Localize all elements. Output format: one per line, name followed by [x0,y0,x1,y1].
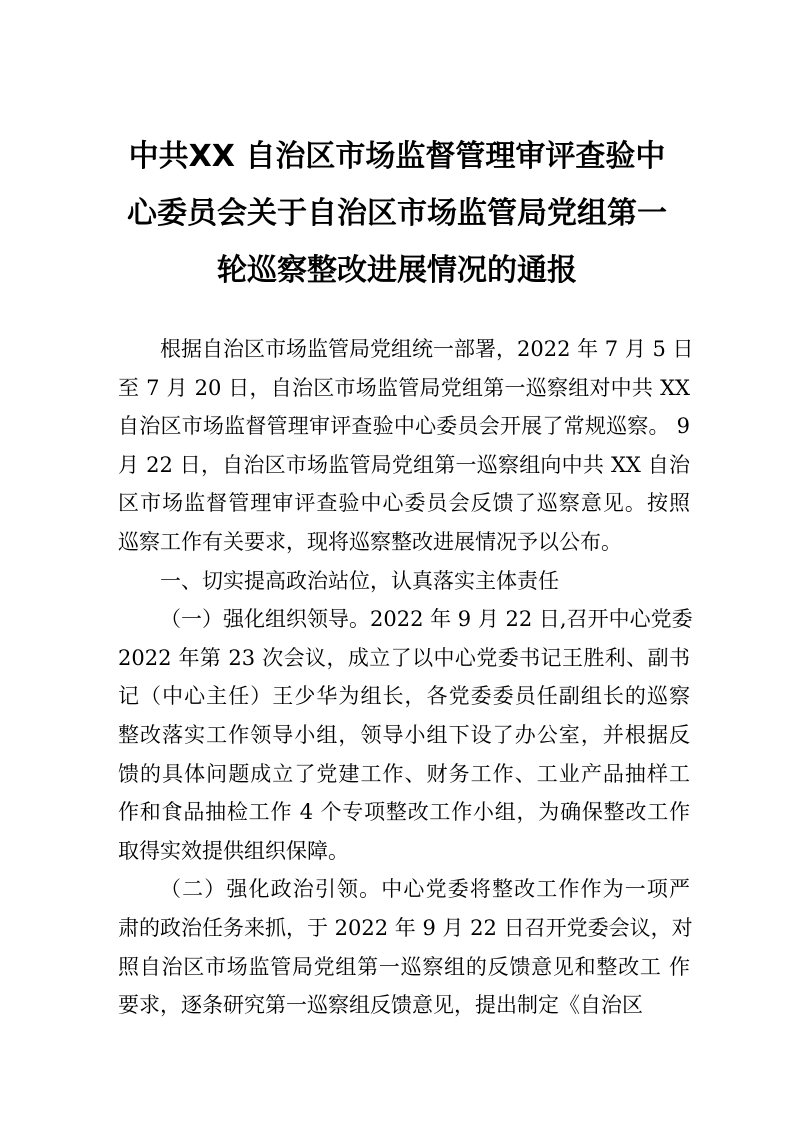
body-text-line: 馈的具体问题成立了党建工作、财务工作、工业产品抽样工 [118,761,690,786]
body-text-line: （二）强化政治引领。中心党委将整改工作作为一项严 [160,877,690,902]
body-text-line: 2022 年第 23 次会议，成立了以中心党委书记王胜利、副书 [118,645,690,670]
body-text-line: 区市场监督管理审评查验中心委员会反馈了巡察意见。按照 [118,491,690,516]
body-text-line: 自治区市场监督管理审评查验中心委员会开展了常规巡察。 9 [118,414,690,439]
title-line: 心委员会关于自治区市场监管局党组第一 [127,196,667,231]
document-body [118,330,694,1025]
body-text-line: 巡察工作有关要求，现将巡察整改进展情况予以公布。 [118,529,622,554]
body-text-line: 取得实效提供组织保障。 [118,838,349,863]
body-text-line: 根据自治区市场监管局党组统一部署，2022 年 7 月 5 日 [160,337,694,361]
title-line: 中共XX 自治区市场监督管理审评查验中 [128,139,666,174]
document-title [110,128,684,299]
body-text-line: 记（中心主任）王少华为组长，各党委委员任副组长的巡察 [118,684,690,709]
body-text-line: 至 7 月 20 日，自治区市场监管局党组第一巡察组对中共 XX [118,375,690,400]
body-text-line: 作和食品抽检工作 4 个专项整改工作小组，为确保整改工作 [118,800,690,825]
body-text-line: 月 22 日，自治区市场监管局党组第一巡察组向中共 XX 自治 [118,452,690,477]
body-text-line: 整改落实工作领导小组，领导小组下设了办公室，并根据反 [118,722,690,747]
body-text-line: 照自治区市场监管局党组第一巡察组的反馈意见和整改工 作 [118,954,690,979]
body-text-line: 肃的政治任务来抓，于 2022 年 9 月 22 日召开党委会议，对 [118,915,693,940]
body-text-line: 一、切实提高政治站位，认真落实主体责任 [160,568,559,593]
body-text-line: 要求，逐条研究第一巡察组反馈意见，提出制定《自治区 [118,993,643,1018]
body-text-line: （一）强化组织领导。2022 年 9 月 22 日,召开中心党委 [160,607,693,632]
title-line: 轮巡察整改进展情况的通报 [217,253,577,288]
